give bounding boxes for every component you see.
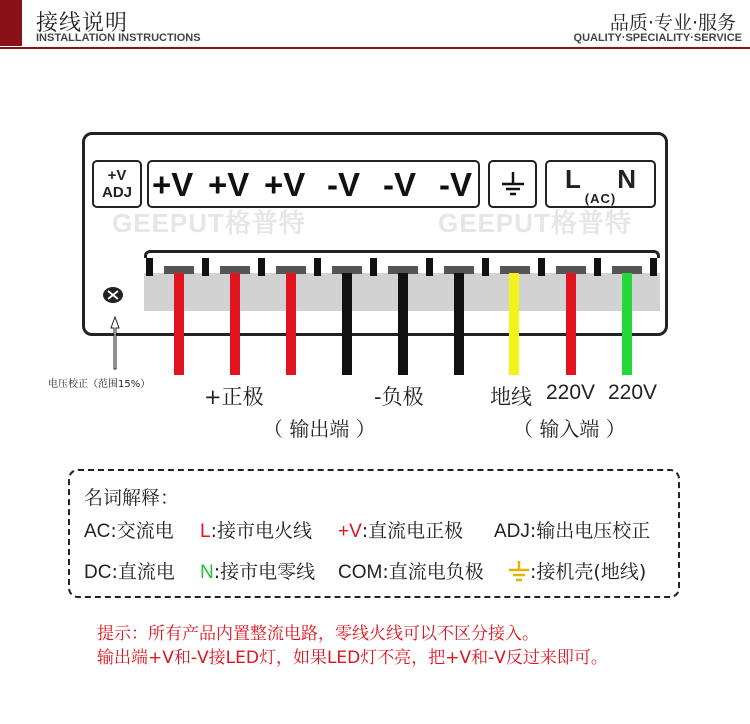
glossary-value: :接机壳(地线) [530,561,647,583]
arrow-up-icon [110,316,120,370]
output-label-box [147,160,480,208]
glossary-key: +V [338,521,362,542]
glossary-value: :直流电正极 [361,520,464,542]
terminal-post [146,258,153,276]
adj-note: 电压校正（范围15%） [48,379,151,390]
terminal-post [314,258,321,276]
glossary-value: :输出电压校正 [529,520,651,542]
tip-line-1: 提示：所有产品内置整流电路，零线火线可以不区分接入。 [97,624,539,644]
output-port-label: （ 输出端 ） [263,417,376,441]
glossary-dc [84,557,175,584]
input-label-box [545,160,656,208]
glossary-key: ADJ [494,521,530,542]
glossary-l [200,516,312,543]
adj-label-box [92,160,142,208]
terminal-post [426,258,433,276]
slogan: 品质·专业·服务 [609,12,736,34]
wire [174,273,184,375]
voltage-label-n: 220V [608,381,658,404]
wire [286,273,296,375]
watermark: GEEPUT格普特 [112,208,306,238]
wire [566,273,576,375]
terminal-post [482,258,489,276]
input-port-label: （ 输入端 ） [513,417,626,441]
negative-label: -负极 [374,385,424,409]
input-ac-label: (AC) [584,191,617,206]
glossary-adj [494,516,650,543]
terminal-rail [144,250,660,258]
ground-icon [508,560,530,582]
header-accent-bar [0,0,22,46]
glossary-pv [338,516,463,543]
glossary-title: 名词解释： [84,487,180,509]
earth-label: 地线 [490,385,532,409]
glossary-key: N [200,562,214,583]
wire [622,273,632,375]
terminal-label: -V [327,166,360,203]
page-title: 接线说明 [36,11,129,36]
glossary-ac [84,516,174,543]
glossary-key: DC [84,562,112,583]
tip-line-2: 输出端+V和-V接LED灯，如果LED灯不亮，把+V和-V反过来即可。 [97,648,608,668]
terminal-post [370,258,377,276]
wire [230,273,240,375]
input-l-label: L [565,164,581,194]
input-n-label: N [617,164,636,194]
terminal-label: +V [264,166,306,203]
glossary-com [338,557,484,584]
glossary-value: :交流电 [110,520,174,542]
glossary-value: :接市电零线 [213,561,316,583]
slogan-subtitle: QUALITY·SPECIALITY·SERVICE [573,32,742,44]
wire [342,273,352,375]
ground-icon [500,170,526,198]
terminal-post [538,258,545,276]
glossary-value: :直流电负极 [382,561,484,583]
glossary-ground [508,557,646,584]
adj-label-top: +V [107,167,127,184]
terminal-post [202,258,209,276]
terminal-label: -V [383,166,416,203]
glossary-n [200,557,315,584]
glossary-key: AC [84,521,111,542]
adjust-knob-icon[interactable] [102,286,124,304]
terminal-label: +V [208,166,250,203]
terminal-post [594,258,601,276]
terminal-label: +V [152,166,194,203]
glossary-key: COM [338,562,383,583]
wire [509,273,519,375]
terminal-label: -V [439,166,472,203]
glossary-value: :直流电 [111,561,175,583]
wire [398,273,408,375]
terminal-post [258,258,265,276]
page-subtitle: INSTALLATION INSTRUCTIONS [36,32,201,44]
watermark: GEEPUT格普特 [438,208,632,238]
glossary-key: L [200,521,211,542]
voltage-label-l: 220V [546,381,596,404]
terminal-post [650,258,657,276]
positive-label: +正极 [204,385,264,409]
wire [454,273,464,375]
header-divider [0,47,750,49]
glossary-value: :接市电火线 [210,520,312,542]
adj-label-bottom: ADJ [101,184,132,201]
ground-label-box [488,160,537,208]
